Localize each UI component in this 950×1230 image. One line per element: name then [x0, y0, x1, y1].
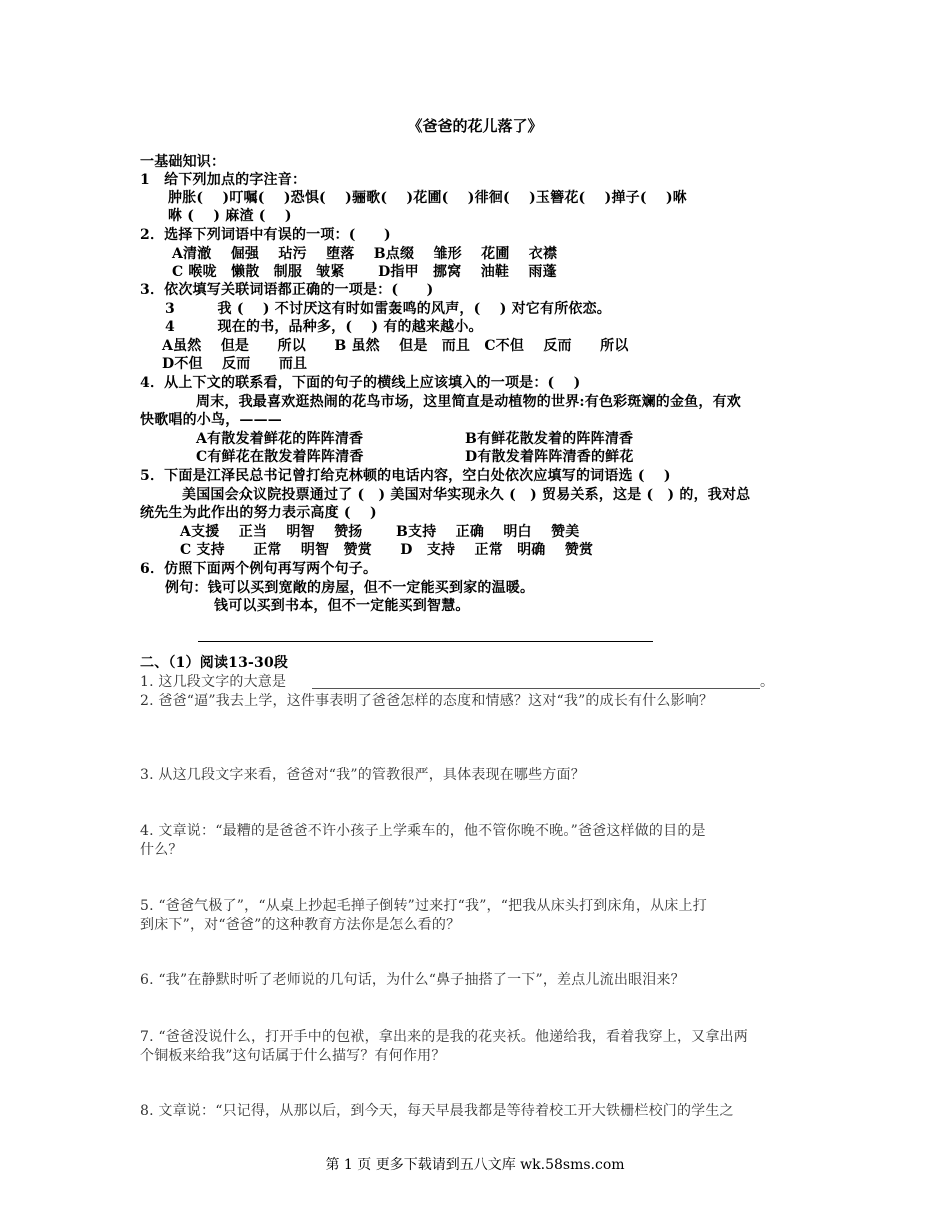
s2-q4-line2: 什么？: [140, 842, 183, 858]
s2-q4-line1: 4. 文章说：“最糟的是爸爸不许小孩子上学乘车的，他不管你晚不晚。”爸爸这样做的目的是: [140, 823, 706, 839]
q4-para1: 周末，我最喜欢逛热闹的花鸟市场，这里简直是动植物的世界:有色彩斑斓的金鱼，有欢: [196, 394, 741, 410]
q6-stem: 6．仿照下面两个例句再写两个句子。: [140, 561, 378, 577]
q5-para1: 美国国会众议院投票通过了 ( ) 美国对华实现永久 ( ) 贸易关系，这是 ( ) 的，我对总: [182, 487, 751, 503]
s2-q1-end: 。: [760, 674, 775, 690]
q4-para2: 快歌唱的小鸟，———: [140, 412, 282, 428]
page-footer: 第 1 页 更多下载请到五八文库 wk.58sms.com: [325, 1157, 625, 1173]
q4-option-d: D有散发着阵阵清香的鲜花: [465, 449, 634, 465]
q3-line1: 3 我 ( ) 不讨厌这有时如雷轰鸣的风声，( ) 对它有所依恋。: [165, 301, 612, 317]
s2-q7-line1: 7. “爸爸没说什么，打开手中的包袱，拿出来的是我的花夹袄。他递给我，看着我穿上，又拿出两: [140, 1029, 748, 1045]
s2-q2: 2. 爸爸“逼”我去上学，这件事表明了爸爸怎样的态度和情感？这对“我”的成长有什么影响？: [140, 693, 714, 709]
s2-q5-line2: 到床下”，对“爸爸”的这种教育方法你是怎么看的？: [140, 917, 461, 933]
q3-stem: 3．依次填写关联词语都正确的一项是：( ): [140, 282, 434, 298]
q3-line2: 4 现在的书，品种多，( ) 有的越来越小。: [165, 319, 483, 335]
s2-q7-line2: 个铜板来给我”这句话属于什么描写？有何作用？: [140, 1048, 446, 1064]
q6-example2: 钱可以买到书本，但不一定能买到智慧。: [214, 598, 470, 614]
answer-line: [198, 641, 653, 642]
q2-stem: 2．选择下列词语中有误的一项：( ): [140, 227, 391, 243]
q2-line1: A清澈 倔强 玷污 堕落 B点缀 雏形 花圃 衣襟: [172, 246, 558, 262]
q4-option-b: B有鲜花散发着的阵阵清香: [465, 431, 634, 447]
section2-heading: 二、（1）阅读13-30段: [140, 655, 289, 671]
q6-example1: 例句：钱可以买到宽敞的房屋，但不一定能买到家的温暖。: [165, 580, 535, 596]
q1-stem: 1 给下列加点的字注音：: [140, 172, 307, 188]
s2-q5-line1: 5. “爸爸气极了”，“从桌上抄起毛掸子倒转”过来打“我”，“把我从床头打到床角，从床上打: [140, 898, 707, 914]
s2-q8: 8. 文章说：“只记得，从那以后，到今天，每天早晨我都是等待着校工开大铁栅栏校门的学生之: [140, 1103, 734, 1119]
q1-line1: 肿胀( )叮嘱( )恐惧( )骊歌( )花圃( )徘徊( )玉簪花( )掸子( )咻: [168, 190, 687, 206]
q5-line1: A支援 正当 明智 赞扬 B支持 正确 明白 赞美: [180, 524, 580, 540]
document-title: 《爸爸的花儿落了》: [407, 117, 543, 135]
q5-line2: C 支持 正常 明智 赞赏 D 支持 正常 明确 赞赏: [180, 542, 594, 558]
section1-heading: 一基础知识：: [140, 154, 226, 170]
q4-option-c: C有鲜花在散发着阵阵清香: [196, 449, 364, 465]
s2-q1-answer-line: [312, 688, 760, 689]
q1-line2: 咻 ( ) 麻渣 ( ): [168, 208, 292, 224]
s2-q3: 3. 从这几段文字来看，爸爸对“我”的管教很严，具体表现在哪些方面？: [140, 767, 585, 783]
q5-stem: 5．下面是江泽民总书记曾打给克林顿的电话内容，空白处依次应填写的词语选 ( ): [140, 468, 671, 484]
s2-q6: 6. “我”在静默时听了老师说的几句话，为什么“鼻子抽搭了一下”，差点儿流出眼泪来？: [140, 972, 685, 988]
q4-option-a: A有散发着鲜花的阵阵清香: [196, 431, 364, 447]
q3-line4: D不但 反而 而且: [162, 356, 308, 372]
s2-q1: 1. 这几段文字的大意是: [140, 674, 287, 690]
q4-stem: 4．从上下文的联系看，下面的句子的横线上应该填入的一项是：( ): [140, 375, 581, 391]
q2-line2: C 喉咙 懒散 制服 皱紧 D指甲 挪窝 油鞋 雨蓬: [172, 264, 557, 280]
q5-para2: 统先生为此作出的努力表示高度 ( ): [140, 505, 377, 521]
q3-line3: A虽然 但是 所以 B 虽然 但是 而且 C不但 反而 所以: [162, 338, 629, 354]
